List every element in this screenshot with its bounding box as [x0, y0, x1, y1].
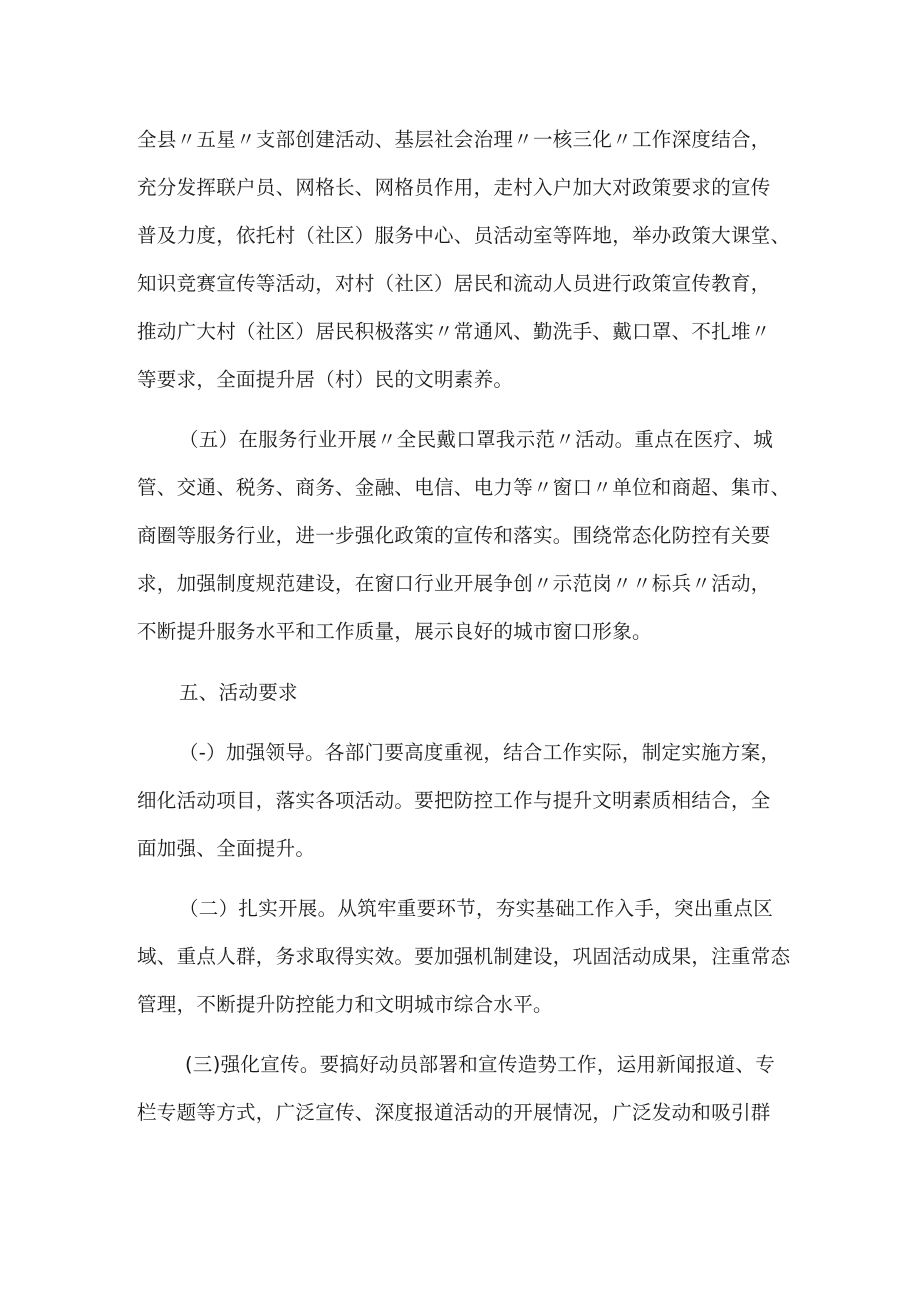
text-line: 全县〃五星〃支部创建活动、基层社会治理〃一核三化〃工作深度结合， — [137, 128, 771, 151]
paragraph-start-line: （-）加强领导。各部门要高度重视，结合工作实际，制定实施方案， — [179, 741, 781, 764]
text-line: 栏专题等方式，广泛宣传、深度报道活动的开展情况，广泛发动和吸引群 — [137, 1101, 771, 1124]
text-line: 管、交通、税务、商务、金融、电信、电力等〃窗口〃单位和商超、集市、 — [137, 476, 791, 499]
text-line: 知识竞赛宣传等活动，对村（社区）居民和流动人员进行政策宣传教育， — [137, 272, 771, 295]
paragraph-start-line: （五）在服务行业开展〃全民戴口罩我示范〃活动。重点在医疗、城 — [179, 428, 774, 451]
section-heading: 五、活动要求 — [179, 681, 298, 704]
text-line: 普及力度，依托村（社区）服务中心、员活动室等阵地，举办政策大课堂、 — [137, 224, 791, 247]
text-line: 域、重点人群，务求取得实效。要加强机制建设，巩固活动成果，注重常态 — [137, 945, 791, 968]
text-line: 细化活动项目，落实各项活动。要把防控工作与提升文明素质相结合，全 — [137, 789, 771, 812]
text-line: 求，加强制度规范建设，在窗口行业开展争创〃示范岗〃〃标兵〃活动， — [137, 572, 771, 595]
text-line: 面加强、全面提升。 — [137, 837, 316, 860]
text-line: 商圈等服务行业，进一步强化政策的宣传和落实。围绕常态化防控有关要 — [137, 524, 771, 547]
text-line: 推动广大村（社区）居民积极落实〃常通风、勤洗手、戴口罩、不扎堆〃 — [137, 320, 771, 343]
paragraph-start-line: （二）扎实开展。从筑牢重要环节，夯实基础工作入手，突出重点区 — [179, 897, 774, 920]
paragraph-start-line: (三)强化宣传。要搞好动员部署和宣传造势工作，运用新闻报道、专 — [185, 1053, 776, 1076]
text-line: 充分发挥联户员、网格长、网格员作用，走村入户加大对政策要求的宣传 — [137, 176, 771, 199]
text-line: 不断提升服务水平和工作质量，展示良好的城市窗口形象。 — [137, 620, 652, 643]
text-line: 等要求，全面提升居（村）民的文明素养。 — [137, 368, 514, 391]
text-line: 管理，不断提升防控能力和文明城市综合水平。 — [137, 993, 553, 1016]
